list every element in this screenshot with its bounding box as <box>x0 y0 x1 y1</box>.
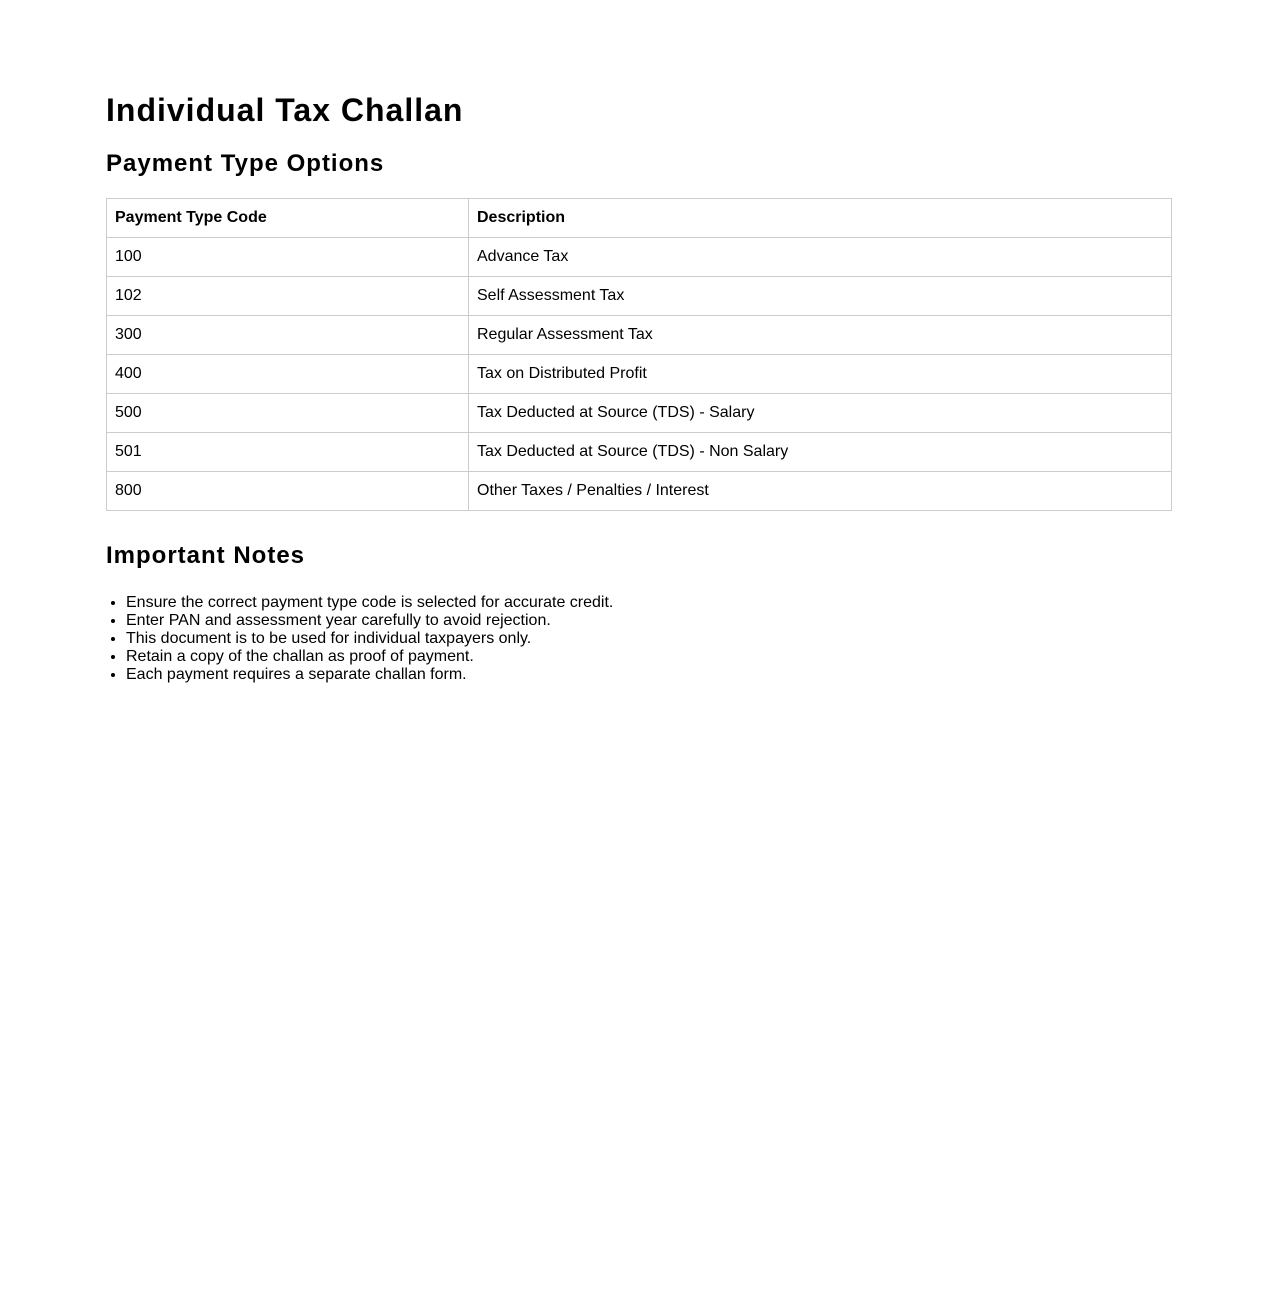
payment-description-cell: Self Assessment Tax <box>469 277 1172 316</box>
payment-code-cell: 300 <box>107 316 469 355</box>
payment-description-cell: Tax on Distributed Profit <box>469 355 1172 394</box>
list-item: • Each payment requires a separate challan form. <box>126 666 1172 684</box>
notes-list <box>106 594 1172 684</box>
table-row <box>107 355 1172 394</box>
payment-type-table <box>106 198 1172 511</box>
payment-description-cell: Regular Assessment Tax <box>469 316 1172 355</box>
table-row <box>107 433 1172 472</box>
table-row <box>107 394 1172 433</box>
payment-code-cell: 100 <box>107 238 469 277</box>
column-header-description: Description <box>469 199 1172 238</box>
table-row <box>107 238 1172 277</box>
payment-description-cell: Tax Deducted at Source (TDS) - Non Salary <box>469 433 1172 472</box>
column-header-code: Payment Type Code <box>107 199 469 238</box>
table-row <box>107 472 1172 511</box>
page-title: Individual Tax Challan <box>106 92 464 128</box>
payment-code-cell: 500 <box>107 394 469 433</box>
payment-description-cell: Other Taxes / Penalties / Interest <box>469 472 1172 511</box>
table-row <box>107 316 1172 355</box>
list-item: • Retain a copy of the challan as proof of payment. <box>126 648 1172 666</box>
list-item: • Enter PAN and assessment year carefully to avoid rejection. <box>126 612 1172 630</box>
payment-description-cell: Tax Deducted at Source (TDS) - Salary <box>469 394 1172 433</box>
list-item: • This document is to be used for individual taxpayers only. <box>126 630 1172 648</box>
list-item: • Ensure the correct payment type code is selected for accurate credit. <box>126 594 1172 612</box>
payment-description-cell: Advance Tax <box>469 238 1172 277</box>
table-row <box>107 277 1172 316</box>
payment-code-cell: 102 <box>107 277 469 316</box>
table-header-row <box>107 199 1172 238</box>
payment-code-cell: 400 <box>107 355 469 394</box>
payment-code-cell: 800 <box>107 472 469 511</box>
payment-options-heading: Payment Type Options <box>106 150 385 177</box>
payment-code-cell: 501 <box>107 433 469 472</box>
important-notes-heading: Important Notes <box>106 542 306 569</box>
